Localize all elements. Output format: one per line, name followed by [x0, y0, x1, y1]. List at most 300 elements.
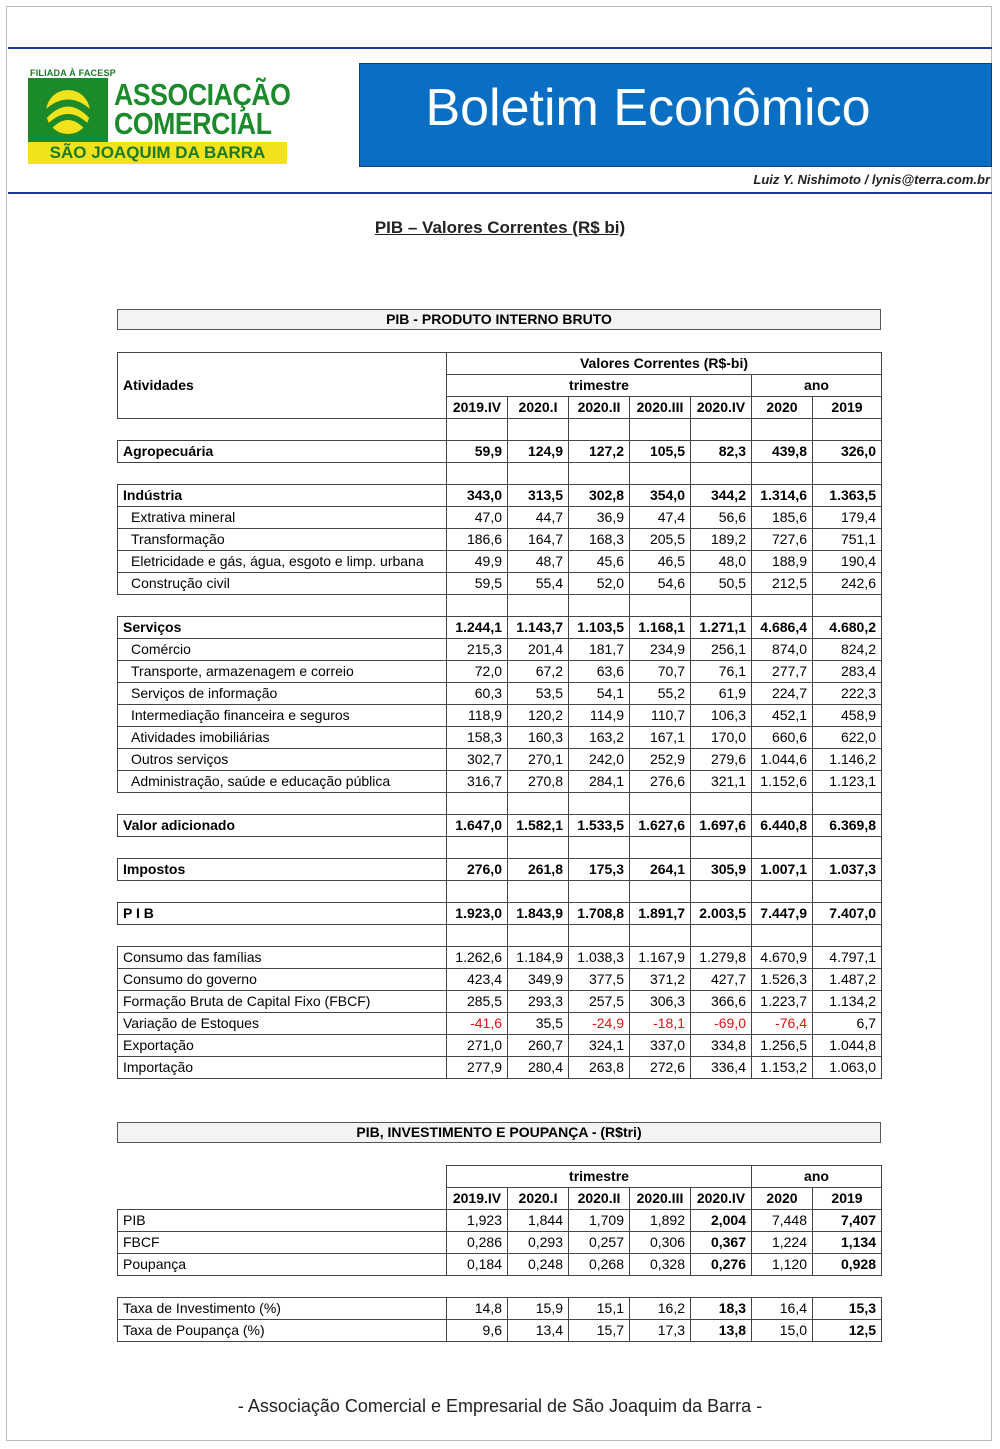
cell-value: 1.271,1	[691, 617, 752, 639]
cell-value: 1.038,3	[569, 947, 630, 969]
cell-value: 190,4	[813, 551, 882, 573]
cell-value: 1.184,9	[508, 947, 569, 969]
cell-value: 48,0	[691, 551, 752, 573]
cell-value: 127,2	[569, 441, 630, 463]
cell-value: 224,7	[752, 683, 813, 705]
row-label: Indústria	[118, 485, 447, 507]
cell-value: 54,1	[569, 683, 630, 705]
cell-value: 276,0	[447, 859, 508, 881]
table-row	[118, 1035, 882, 1057]
table-row	[118, 507, 882, 529]
cell-value: 201,4	[508, 639, 569, 661]
cell-value: 260,7	[508, 1035, 569, 1057]
row-label: Taxa de Investimento (%)	[118, 1298, 447, 1320]
col-header: 2020.IV	[691, 397, 752, 419]
cell-value: 1.533,5	[569, 815, 630, 837]
cell-value: 17,3	[630, 1320, 691, 1342]
cell-value: 306,3	[630, 991, 691, 1013]
cell-value: 4.670,9	[752, 947, 813, 969]
row-label: Comércio	[118, 639, 447, 661]
cell-value: 751,1	[813, 529, 882, 551]
cell-value: 47,0	[447, 507, 508, 529]
cell-value: 423,4	[447, 969, 508, 991]
cell-value: -18,1	[630, 1013, 691, 1035]
table-row	[118, 683, 882, 705]
logo-line1: ASSOCIAÇÃO	[114, 77, 291, 112]
row-label: Agropecuária	[118, 441, 447, 463]
cell-value: 120,2	[508, 705, 569, 727]
col-header: 2020	[752, 1188, 813, 1210]
cell-value: 0,286	[447, 1232, 508, 1254]
cell-value: 0,328	[630, 1254, 691, 1276]
cell-value: 0,248	[508, 1254, 569, 1276]
spacer-row	[118, 793, 882, 815]
cell-value: 186,6	[447, 529, 508, 551]
ano-header: ano	[752, 1166, 882, 1188]
cell-value: 302,7	[447, 749, 508, 771]
cell-value: 252,9	[630, 749, 691, 771]
cell-value: 13,8	[691, 1320, 752, 1342]
col-header: 2020.II	[569, 1188, 630, 1210]
row-label: Importação	[118, 1057, 447, 1079]
col-header: 2020.III	[630, 397, 691, 419]
cell-value: 12,5	[813, 1320, 882, 1342]
cell-value: 18,3	[691, 1298, 752, 1320]
cell-value: 2.003,5	[691, 903, 752, 925]
author: Luiz Y. Nishimoto / lynis@terra.com.br	[753, 172, 990, 187]
cell-value: 4.680,2	[813, 617, 882, 639]
row-label: Serviços de informação	[118, 683, 447, 705]
cell-value: 1.363,5	[813, 485, 882, 507]
cell-value: 185,6	[752, 507, 813, 529]
row-label: Impostos	[118, 859, 447, 881]
cell-value: 1.487,2	[813, 969, 882, 991]
row-label: Taxa de Poupança (%)	[118, 1320, 447, 1342]
cell-value: 7.407,0	[813, 903, 882, 925]
cell-value: 52,0	[569, 573, 630, 595]
cell-value: 264,1	[630, 859, 691, 881]
row-label: P I B	[118, 903, 447, 925]
row-label: Variação de Estoques	[118, 1013, 447, 1035]
cell-value: 336,4	[691, 1057, 752, 1079]
logo-line2: COMERCIAL	[114, 106, 272, 141]
table-row	[118, 969, 882, 991]
invest-section-title: PIB, INVESTIMENTO E POUPANÇA - (R$tri)	[117, 1122, 881, 1143]
spacer-row	[118, 419, 882, 441]
cell-value: 15,1	[569, 1298, 630, 1320]
cell-value: 622,0	[813, 727, 882, 749]
row-label: Serviços	[118, 617, 447, 639]
header-rule-top	[8, 47, 992, 49]
table-row	[118, 1013, 882, 1035]
cell-value: 188,9	[752, 551, 813, 573]
cell-value: 13,4	[508, 1320, 569, 1342]
cell-value: 366,6	[691, 991, 752, 1013]
cell-value: 234,9	[630, 639, 691, 661]
table-row	[118, 705, 882, 727]
cell-value: 63,6	[569, 661, 630, 683]
table-header-row	[118, 1188, 882, 1210]
cell-value: 1.891,7	[630, 903, 691, 925]
cell-value: 1.167,9	[630, 947, 691, 969]
cell-value: 76,1	[691, 661, 752, 683]
cell-value: 0,268	[569, 1254, 630, 1276]
cell-value: 45,6	[569, 551, 630, 573]
cell-value: 15,3	[813, 1298, 882, 1320]
cell-value: 0,276	[691, 1254, 752, 1276]
cell-value: 67,2	[508, 661, 569, 683]
cell-value: 263,8	[569, 1057, 630, 1079]
cell-value: 114,9	[569, 705, 630, 727]
header-rule-bottom	[8, 192, 992, 194]
cell-value: 16,4	[752, 1298, 813, 1320]
logo	[28, 66, 290, 166]
col-header: 2019.IV	[447, 1188, 508, 1210]
cell-value: 15,7	[569, 1320, 630, 1342]
cell-value: 1.244,1	[447, 617, 508, 639]
cell-value: 1.647,0	[447, 815, 508, 837]
cell-value: 14,8	[447, 1298, 508, 1320]
cell-value: 272,6	[630, 1057, 691, 1079]
cell-value: 0,928	[813, 1254, 882, 1276]
cell-value: 55,4	[508, 573, 569, 595]
cell-value: 205,5	[630, 529, 691, 551]
cell-value: 168,3	[569, 529, 630, 551]
cell-value: 1.314,6	[752, 485, 813, 507]
cell-value: 1.627,6	[630, 815, 691, 837]
cell-value: 1.152,6	[752, 771, 813, 793]
cell-value: 344,2	[691, 485, 752, 507]
table-row	[118, 1057, 882, 1079]
cell-value: 0,293	[508, 1232, 569, 1254]
table-row	[118, 573, 882, 595]
table-row	[118, 617, 882, 639]
cell-value: 167,1	[630, 727, 691, 749]
cell-value: 302,8	[569, 485, 630, 507]
cell-value: 293,3	[508, 991, 569, 1013]
table-row	[118, 485, 882, 507]
cell-value: 175,3	[569, 859, 630, 881]
cell-value: 170,0	[691, 727, 752, 749]
cell-value: 1.143,7	[508, 617, 569, 639]
table-header-row	[118, 353, 882, 375]
cell-value: 427,7	[691, 969, 752, 991]
table-row	[118, 815, 882, 837]
cell-value: 270,8	[508, 771, 569, 793]
cell-value: 15,9	[508, 1298, 569, 1320]
trimestre-header: trimestre	[447, 1166, 752, 1188]
col-header: 2020.I	[508, 397, 569, 419]
row-label: Extrativa mineral	[118, 507, 447, 529]
cell-value: 1.044,8	[813, 1035, 882, 1057]
cell-value: 270,1	[508, 749, 569, 771]
cell-value: 61,9	[691, 683, 752, 705]
cell-value: -24,9	[569, 1013, 630, 1035]
cell-value: 15,0	[752, 1320, 813, 1342]
cell-value: 6,7	[813, 1013, 882, 1035]
cell-value: 16,2	[630, 1298, 691, 1320]
row-label: Formação Bruta de Capital Fixo (FBCF)	[118, 991, 447, 1013]
spacer-row	[118, 881, 882, 903]
cell-value: -76,4	[752, 1013, 813, 1035]
col-header: 2020.III	[630, 1188, 691, 1210]
row-label: Eletricidade e gás, água, esgoto e limp. urbana	[118, 551, 447, 573]
table-row	[118, 529, 882, 551]
cell-value: 1.037,3	[813, 859, 882, 881]
table-row	[118, 727, 882, 749]
cell-value: 277,7	[752, 661, 813, 683]
cell-value: 343,0	[447, 485, 508, 507]
col-header: 2020.IV	[691, 1188, 752, 1210]
table-row	[118, 639, 882, 661]
cell-value: 189,2	[691, 529, 752, 551]
cell-value: 349,9	[508, 969, 569, 991]
cell-value: 56,6	[691, 507, 752, 529]
logo-emblem-icon	[28, 78, 108, 142]
cell-value: 313,5	[508, 485, 569, 507]
table-row	[118, 903, 882, 925]
col-header: 2020.II	[569, 397, 630, 419]
cell-value: 1,709	[569, 1210, 630, 1232]
table-row	[118, 1210, 882, 1232]
cell-value: 0,184	[447, 1254, 508, 1276]
cell-value: 6.369,8	[813, 815, 882, 837]
cell-value: 4.797,1	[813, 947, 882, 969]
cell-value: 179,4	[813, 507, 882, 529]
cell-value: 326,0	[813, 441, 882, 463]
cell-value: 660,6	[752, 727, 813, 749]
table-row	[118, 1254, 882, 1276]
cell-value: 54,6	[630, 573, 691, 595]
trimestre-header: trimestre	[447, 375, 752, 397]
cell-value: 49,9	[447, 551, 508, 573]
spacer-row	[118, 925, 882, 947]
cell-value: 46,5	[630, 551, 691, 573]
cell-value: 59,5	[447, 573, 508, 595]
cell-value: 271,0	[447, 1035, 508, 1057]
cell-value: 44,7	[508, 507, 569, 529]
cell-value: 4.686,4	[752, 617, 813, 639]
cell-value: 60,3	[447, 683, 508, 705]
cell-value: -41,6	[447, 1013, 508, 1035]
col-header: 2020	[752, 397, 813, 419]
row-label: Consumo das famílias	[118, 947, 447, 969]
row-label: Poupança	[118, 1254, 447, 1276]
table-row	[118, 991, 882, 1013]
cell-value: 9,6	[447, 1320, 508, 1342]
cell-value: 1,844	[508, 1210, 569, 1232]
cell-value: 256,1	[691, 639, 752, 661]
cell-value: 1,892	[630, 1210, 691, 1232]
row-label: Transformação	[118, 529, 447, 551]
cell-value: 1,134	[813, 1232, 882, 1254]
cell-value: 36,9	[569, 507, 630, 529]
cell-value: 452,1	[752, 705, 813, 727]
cell-value: 118,9	[447, 705, 508, 727]
cell-value: 1.103,5	[569, 617, 630, 639]
cell-value: 164,7	[508, 529, 569, 551]
cell-value: 212,5	[752, 573, 813, 595]
cell-value: 53,5	[508, 683, 569, 705]
banner	[359, 63, 992, 167]
cell-value: 158,3	[447, 727, 508, 749]
table-row	[118, 749, 882, 771]
table-row	[118, 1320, 882, 1342]
cell-value: 35,5	[508, 1013, 569, 1035]
footer: - Associação Comercial e Empresarial de São Joaquim da Barra -	[237, 1396, 763, 1416]
cell-value: 7.447,9	[752, 903, 813, 925]
cell-value: 354,0	[630, 485, 691, 507]
cell-value: 48,7	[508, 551, 569, 573]
cell-value: 0,367	[691, 1232, 752, 1254]
spacer-row	[118, 463, 882, 485]
cell-value: 181,7	[569, 639, 630, 661]
cell-value: 824,2	[813, 639, 882, 661]
cell-value: 334,8	[691, 1035, 752, 1057]
cell-value: 377,5	[569, 969, 630, 991]
cell-value: 283,4	[813, 661, 882, 683]
logo-tag: FILIADA À FACESP	[30, 68, 116, 78]
pib-table	[117, 352, 882, 1079]
col-header: 2020.I	[508, 1188, 569, 1210]
cell-value: 59,9	[447, 441, 508, 463]
row-label: Construção civil	[118, 573, 447, 595]
cell-value: 276,6	[630, 771, 691, 793]
cell-value: 280,4	[508, 1057, 569, 1079]
cell-value: 1.168,1	[630, 617, 691, 639]
cell-value: 1,120	[752, 1254, 813, 1276]
logo-city: SÃO JOAQUIM DA BARRA	[28, 142, 287, 164]
cell-value: 106,3	[691, 705, 752, 727]
cell-value: 1.044,6	[752, 749, 813, 771]
banner-title: Boletim Econômico	[425, 79, 871, 137]
cell-value: 0,306	[630, 1232, 691, 1254]
table-header-row	[118, 1166, 882, 1188]
row-label: Exportação	[118, 1035, 447, 1057]
cell-value: 1.697,6	[691, 815, 752, 837]
cell-value: 70,7	[630, 661, 691, 683]
cell-value: 1.843,9	[508, 903, 569, 925]
col-header: 2019.IV	[447, 397, 508, 419]
cell-value: 284,1	[569, 771, 630, 793]
cell-value: 105,5	[630, 441, 691, 463]
cell-value: 371,2	[630, 969, 691, 991]
cell-value: 163,2	[569, 727, 630, 749]
cell-value: 261,8	[508, 859, 569, 881]
table-row	[118, 859, 882, 881]
cell-value: 1.262,6	[447, 947, 508, 969]
invest-table	[117, 1165, 882, 1342]
cell-value: 1.256,5	[752, 1035, 813, 1057]
cell-value: 1.923,0	[447, 903, 508, 925]
row-label: Outros serviços	[118, 749, 447, 771]
cell-value: 439,8	[752, 441, 813, 463]
cell-value: 316,7	[447, 771, 508, 793]
table-row	[118, 661, 882, 683]
cell-value: 1.153,2	[752, 1057, 813, 1079]
doc-title: PIB – Valores Correntes (R$ bi)	[374, 218, 626, 237]
spacer-row	[118, 595, 882, 617]
table-row	[118, 551, 882, 573]
cell-value: 6.440,8	[752, 815, 813, 837]
cell-value: 257,5	[569, 991, 630, 1013]
cell-value: 1,923	[447, 1210, 508, 1232]
cell-value: 160,3	[508, 727, 569, 749]
table-row	[118, 771, 882, 793]
cell-value: 7,407	[813, 1210, 882, 1232]
cell-value: 285,5	[447, 991, 508, 1013]
row-label: Intermediação financeira e seguros	[118, 705, 447, 727]
cell-value: 242,6	[813, 573, 882, 595]
cell-value: 1.123,1	[813, 771, 882, 793]
cell-value: 1.526,3	[752, 969, 813, 991]
cell-value: -69,0	[691, 1013, 752, 1035]
cell-value: 0,257	[569, 1232, 630, 1254]
cell-value: 124,9	[508, 441, 569, 463]
cell-value: 1.708,8	[569, 903, 630, 925]
cell-value: 1.582,1	[508, 815, 569, 837]
row-label: PIB	[118, 1210, 447, 1232]
cell-value: 324,1	[569, 1035, 630, 1057]
row-label: Administração, saúde e educação pública	[118, 771, 447, 793]
cell-value: 222,3	[813, 683, 882, 705]
cell-value: 1.063,0	[813, 1057, 882, 1079]
cell-value: 321,1	[691, 771, 752, 793]
cell-value: 72,0	[447, 661, 508, 683]
cell-value: 874,0	[752, 639, 813, 661]
table-row	[118, 441, 882, 463]
pib-section-title: PIB - PRODUTO INTERNO BRUTO	[117, 309, 881, 330]
cell-value: 337,0	[630, 1035, 691, 1057]
cell-value: 242,0	[569, 749, 630, 771]
cell-value: 2,004	[691, 1210, 752, 1232]
table-row	[118, 947, 882, 969]
row-label: FBCF	[118, 1232, 447, 1254]
cell-value: 1.223,7	[752, 991, 813, 1013]
cell-value: 110,7	[630, 705, 691, 727]
spacer-row	[118, 1276, 882, 1298]
cell-value: 727,6	[752, 529, 813, 551]
cell-value: 1.007,1	[752, 859, 813, 881]
table-row	[118, 1298, 882, 1320]
cell-value: 82,3	[691, 441, 752, 463]
cell-value: 7,448	[752, 1210, 813, 1232]
cell-value: 279,6	[691, 749, 752, 771]
row-label: Valor adicionado	[118, 815, 447, 837]
spacer-row	[118, 837, 882, 859]
cell-value: 47,4	[630, 507, 691, 529]
col-header: 2019	[813, 1188, 882, 1210]
cell-value: 1.134,2	[813, 991, 882, 1013]
row-label: Consumo do governo	[118, 969, 447, 991]
cell-value: 50,5	[691, 573, 752, 595]
row-label: Atividades imobiliárias	[118, 727, 447, 749]
ano-header: ano	[752, 375, 882, 397]
cell-value: 215,3	[447, 639, 508, 661]
col-activity-header: Atividades	[118, 353, 447, 419]
cell-value: 277,9	[447, 1057, 508, 1079]
cell-value: 1.146,2	[813, 749, 882, 771]
row-label: Transporte, armazenagem e correio	[118, 661, 447, 683]
cell-value: 1,224	[752, 1232, 813, 1254]
group-header: Valores Correntes (R$-bi)	[447, 353, 882, 375]
cell-value: 458,9	[813, 705, 882, 727]
cell-value: 305,9	[691, 859, 752, 881]
cell-value: 1.279,8	[691, 947, 752, 969]
cell-value: 55,2	[630, 683, 691, 705]
table-row	[118, 1232, 882, 1254]
col-header: 2019	[813, 397, 882, 419]
